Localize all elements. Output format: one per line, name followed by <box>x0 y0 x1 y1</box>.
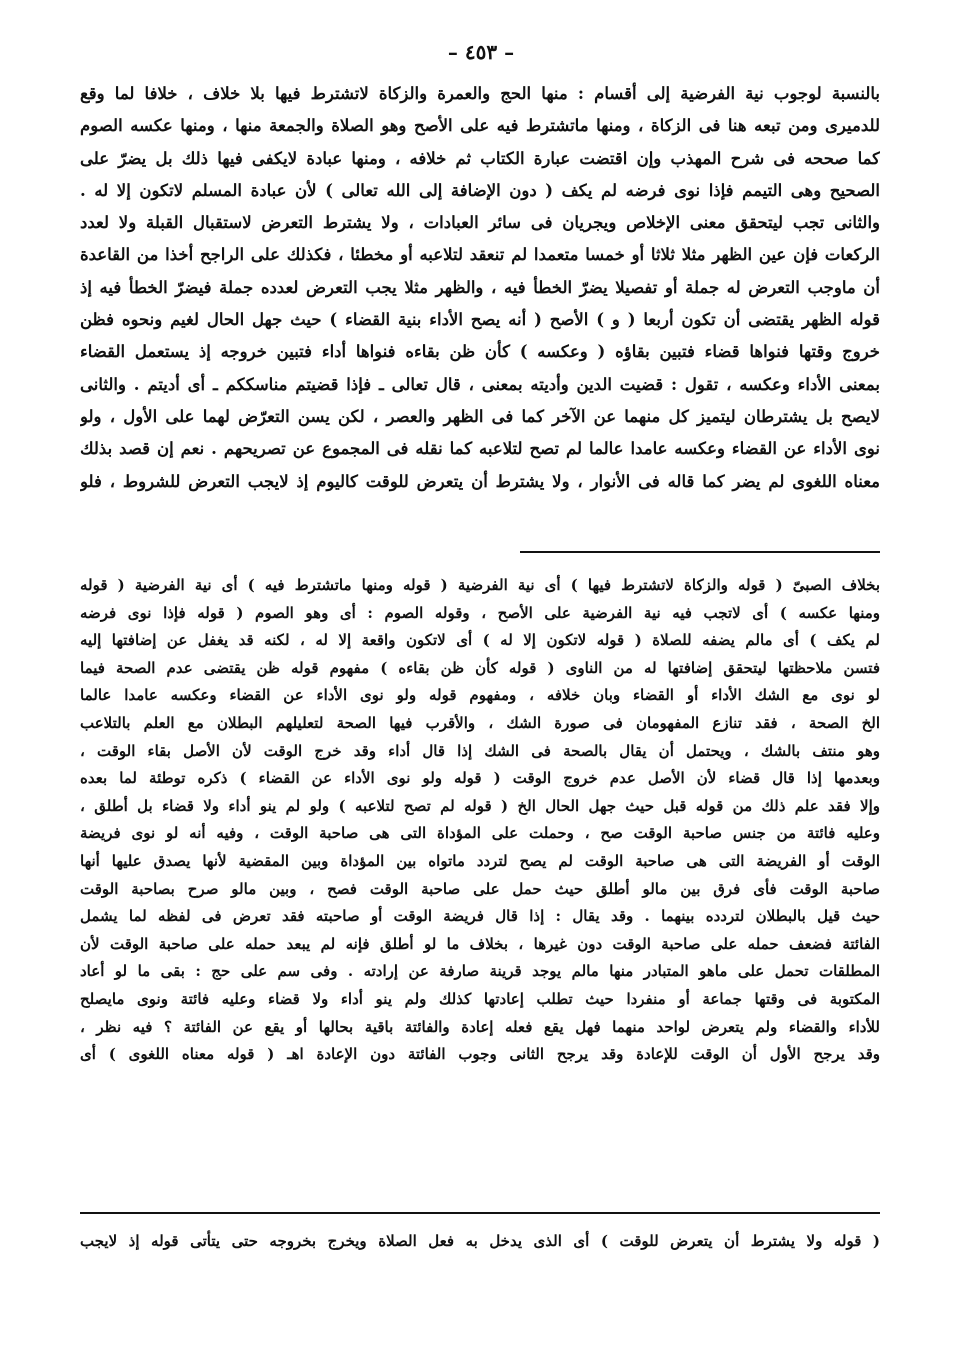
page-number: – ٤٥٣ – <box>447 40 515 64</box>
footnote-line: المكتوبة فى وقتها جماعة أو منفردا حيث تطلب إعادتها كذلك ولم ينو أداء ولا قضاء وعليه فائتة ونوى مايصلح <box>80 989 880 1008</box>
main-text-line: بمعنى الأداء وعكسه ، تقول : قضيت الدين وأديته بمعنى ، قال تعالى ـ فإذا قضيتم مناسككم ـ أى أديتم . والثانى <box>80 374 880 394</box>
main-text-line: أن ماوجب التعرض له جملة أو تفصيلا يضرّ الخطأ فيه ، والظهر مثلا يجب التعرض لعدده جملة فيضرّ الخطأ فيه إذ <box>80 277 880 297</box>
footnote-line: وقد يرجح الأول أن الوقت للإعادة وقد يرجح الثانى وجوب الفائتة دون الإعادة اهـ ( قوله معناه اللغوى ) أى <box>80 1045 880 1064</box>
footnote-line: الفائتة فضعف حمله على صاحبة الوقت دون غيرها ، بخلاف ما لو أطلق فإنه لم يبعد حمله على صاحبة الوقت لأن <box>80 934 880 953</box>
main-text-line: للدميرى ومن تبعه هنا فى الزكاة ، ومنها ماتشترط فيه على الأصح وهو الصلاة والجمعة منها ، ومنها عكسه الصوم <box>80 116 880 136</box>
footnotes <box>80 572 880 1069</box>
footnote-separator <box>520 551 880 553</box>
footnote-line: الخ الصحة ، فقد تنازع المفهومان فى صورة الشك ، والأقرب فيها الصحة لتعليلهم البطلان مع العلم بالتلاعب <box>80 713 880 732</box>
main-text-line: بالنسبة لوجوب نية الفرضية إلى أقسام : منها الحج والعمرة والزكاة لاتشترط فيها بلا خلاف ، خلافا لما وقع <box>80 84 880 103</box>
footnote-line: ( قوله ولا يشترط أن يتعرض للوقت ) أى الذى يدخل به فعل الصلاة ويخرج بخروجه حتى يتأتى قوله إذ لايجب <box>80 1232 880 1250</box>
footnote-line: لو نوى مع الشك الأداء أو القضاء وبان خلافه ، ومفهوم قوله ولو نوى الأداء عن القضاء وعكسه عامدا عالما <box>80 686 880 705</box>
main-text-line: لايصح بل يشترطان ليتميز كل منهما عن الآخر كما فى الظهر والعصر ، لكن يسن التعرّض لهما على الأول ، ولو <box>80 406 880 426</box>
main-text-line: الركعات فإن عين الظهر مثلا ثلاثا أو خمسا متعمدا لم تنعقد لتلاعبه أو مخطئا ، فكذلك على الراجح أخذا من القاعدة <box>80 245 880 265</box>
footnote-line: فتسن ملاحظتها ليتحقق إضافتها له من الناوى ( قوله كأن ظن بقاءه ) مفهوم قوله ظن يقتضى عدم الصحة فيما <box>80 658 880 677</box>
main-text-line: والثانى تجب ليتحقق معنى الإخلاص ويجريان فى سائر العبادات ، ولا يشترط التعرض لاستقبال القبلة ولا لعدد <box>80 213 880 233</box>
footnote-separator-bottom <box>80 1212 880 1214</box>
footnote-line: ومنها عكسه ) أى لاتجب فيه نية الفرضية على الأصح ، وقوله الصوم : أى وهو الصوم ( قوله فإذا نوى فرضه <box>80 603 880 622</box>
footnote-line: صاحبة الوقت فأى فرق بين مالو أطلق حيث حمل على صاحبة الوقت فصح ، وبين مالو صرح بصاحبة الوقت <box>80 879 880 898</box>
main-text-line: كما صححه فى شرح المهذب وإن اقتضت عبارة الكتاب ثم خلافه ، ومنها عبادة لايكفى فيها ذلك بل يضرّ على <box>80 148 880 168</box>
footnote-line: وبعدمها إذا قال قضاء لأن الأصل عدم خروج الوقت ( قوله ولو نوى الأداء عن القضاء ) ذكره توطئة لما بعده <box>80 769 880 788</box>
footnote-line: وهو منتف بالشك ، ويحتمل أن يقال بالصحة فى الشك إذا قال أداء وقد خرج الوقت لأن الأصل بقاء الوقت ، <box>80 741 880 760</box>
footnote-line: للأداء والقضاء ولم يتعرض لواحد منهما فهل يقع فعله إعادة والفائتة باقية بحالها أو يقع عن الفائتة ؟ فيه نظر ، <box>80 1017 880 1036</box>
main-text-line: الصحيح وهى التيمم فإذا نوى فرضه لم يكف ( دون الإضافة إلى الله تعالى ) لأن عبادة المسلم لاتكون إلا له . <box>80 180 880 200</box>
main-text-line: نوى الأداء عن القضاء وعكسه عامدا عالما لم تصح لتلاعبه كما نقله فى المجموع عن تصريحهم . نعم إن قصد بذلك <box>80 439 880 459</box>
footnote-line: وعليه فائتة من جنس صاحبة الوقت صح ، وحملت على المؤداة التى هى صاحبة الوقت ، وفيه أنه لو نوى فريضة <box>80 824 880 843</box>
footnote-line: وإلا فقد علم ذلك من قوله قبل حيث جهل الحال الخ ( قوله لم تصح لتلاعبه ) ولو لم ينو أداء ولا قضاء بل أطلق ، <box>80 796 880 815</box>
footnote-line: المطلقات تحمل على ماهو المتبادر منها مالم يوجد قرينة صارفة عن إرادته . وفى سم على حج : بقى ما لو أعاد <box>80 962 880 981</box>
main-text-line: خروج وقتها فنواها قضاء فتبين بقاؤه ( وعكسه ) كأن ظن بقاءه فنواها أداء فتبين خروجه إذ يستعمل القضاء <box>80 342 880 362</box>
footnote-line: بخلاف الصبىّ ( قوله والزكاة لاتشترط فيها ) أى نية الفرضية ( قوله ومنها ماتشترط فيه ) أى نية الفرضية ( قوله <box>80 576 880 594</box>
main-text-line: قوله الظهر يقتضى أن تكون أربعا ( و ) الأصح ( أنه يصح الأداء بنية القضاء ) حيث جهل الحال لغيم ونحوه فظن <box>80 310 880 330</box>
footnote-line: الوقت أو الفريضة التى هى صاحبة الوقت لم يصح لتردد ماتواه بين المؤداة وبين المقضية لأنها يصدق عليها أنها <box>80 851 880 870</box>
main-text-line: معناه اللغوى لم يضر كما قاله فى الأنوار ، ولا يشترط أن يتعرض للوقت كاليوم إذ لايجب التعرض للشروط ، فلو <box>80 471 880 491</box>
footnote-line: لم يكف ) أى مالم يضفه للصلاة ( قوله لاتكون إلا له ) أى لاتكون واقعة إلا له ، لكنه قد يغفل عن إضافتها إليه <box>80 631 880 650</box>
next-footnote <box>80 1228 880 1254</box>
footnote-line: حيث قيل بالبطلان لتردده بينهما . وقد يقال : إذا قال فريضة الوقت أو صاحبته فقد تعرض فى لفظه لما يشمل <box>80 907 880 926</box>
main-text <box>80 78 880 498</box>
